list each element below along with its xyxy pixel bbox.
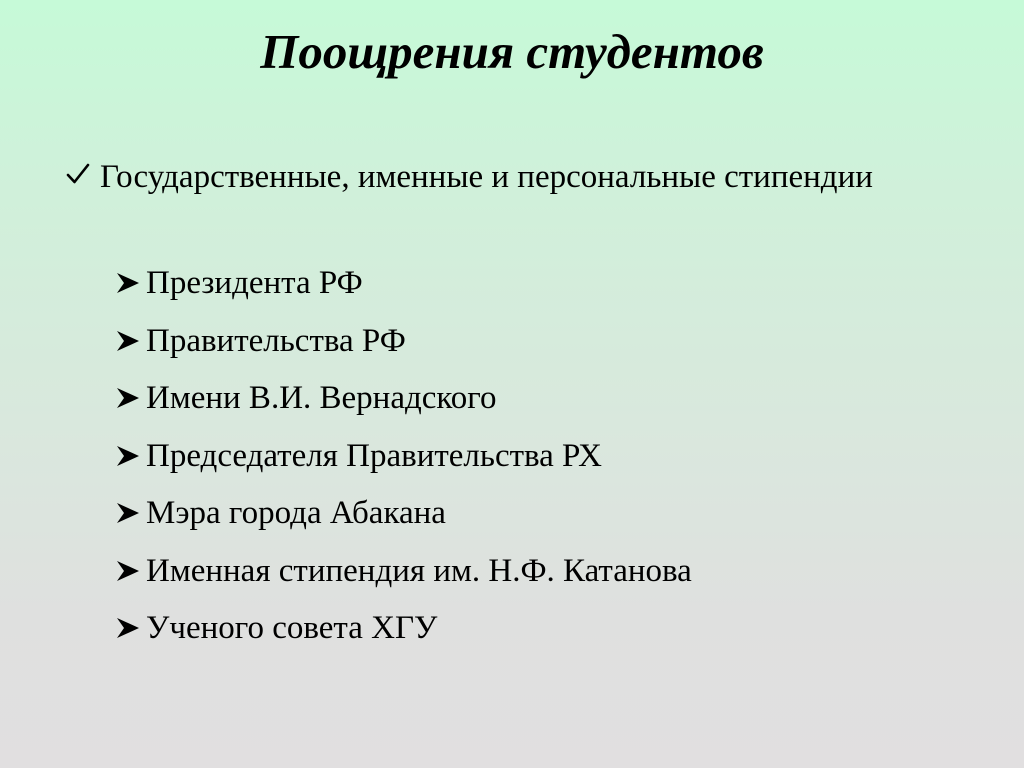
list-item-label: Именная стипендия им. Н.Ф. Катанова: [146, 552, 692, 589]
list-item-label: Имени В.И. Вернадского: [146, 380, 497, 416]
list-item: [114, 258, 692, 316]
list-item: [114, 546, 692, 604]
list-item: [114, 373, 692, 431]
arrowhead-icon: [114, 258, 146, 295]
scholarship-list: [114, 258, 692, 661]
main-bullet-text: Государственные, именные и персональные стипендии: [100, 159, 873, 195]
arrowhead-icon: [114, 546, 146, 583]
list-item-label: Президента РФ: [146, 265, 363, 301]
list-item-label: Ученого совета ХГУ: [146, 610, 438, 646]
main-bullet: [66, 155, 946, 199]
list-item: [114, 431, 692, 489]
checkmark-icon: [66, 155, 100, 185]
arrowhead-icon: [114, 316, 146, 353]
arrowhead-icon: [114, 373, 146, 410]
arrowhead-icon: [114, 431, 146, 468]
list-item: [114, 488, 692, 546]
list-item-label: Председателя Правительства РХ: [146, 437, 602, 474]
list-item-label: Мэра города Абакана: [146, 495, 446, 531]
arrowhead-icon: [114, 488, 146, 525]
list-item-label: Правительства РФ: [146, 322, 406, 359]
list-item: [114, 316, 692, 374]
list-item: [114, 603, 692, 661]
slide-title: Поощрения студентов: [260, 24, 764, 79]
arrowhead-icon: [114, 603, 146, 640]
